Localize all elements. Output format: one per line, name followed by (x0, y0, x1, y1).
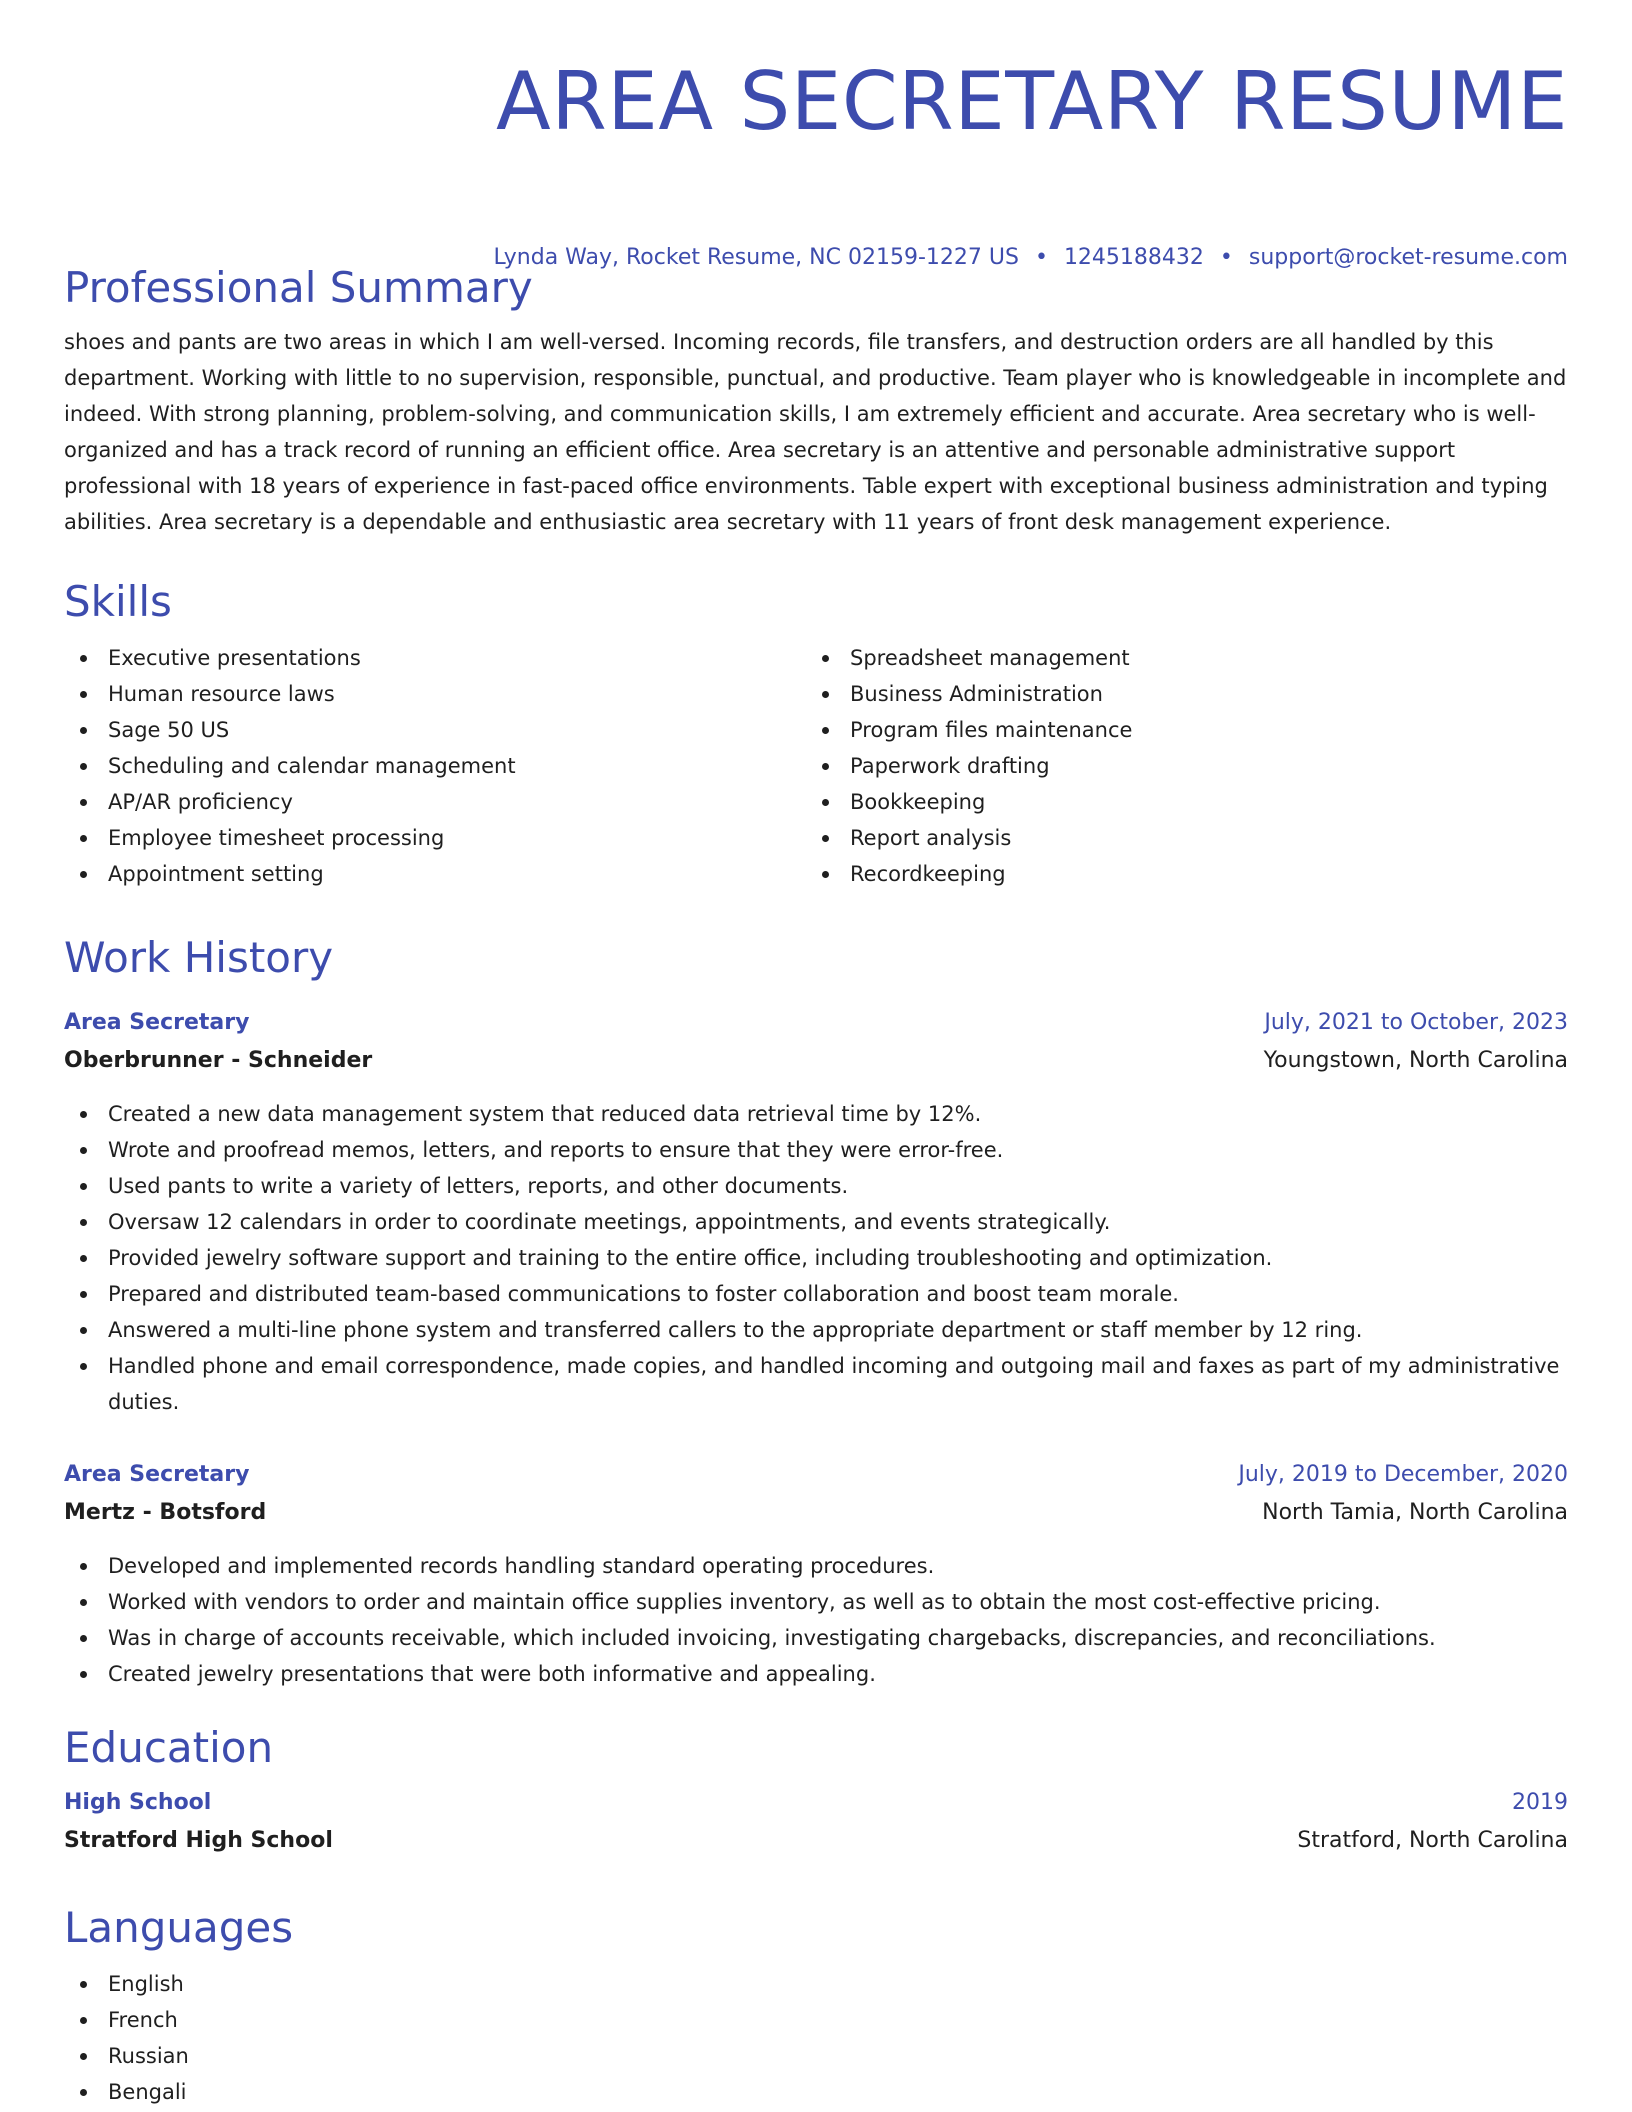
languages-list (64, 1966, 1568, 2110)
job-bullets (64, 1096, 1568, 1420)
job-dates: July, 2021 to October, 2023 (1264, 1010, 1568, 1035)
skills-list-right (806, 640, 1548, 892)
job-bullets (64, 1548, 1568, 1692)
skills-section (64, 576, 1568, 892)
work-heading: Work History (64, 933, 334, 982)
job-dates: July, 2019 to December, 2020 (1238, 1462, 1568, 1487)
job-bullet: Developed and implemented records handling standard operating procedures. (64, 1548, 1568, 1584)
skill-item: Program files maintenance (806, 712, 1548, 748)
job-bullet: Prepared and distributed team-based communications to foster collaboration and boost team morale. (64, 1276, 1568, 1312)
job-subheader (64, 1494, 1568, 1532)
job-bullet: Answered a multi-line phone system and transferred callers to the appropriate department or staff member by 12 ring. (64, 1312, 1568, 1348)
job-bullet: Used pants to write a variety of letters, reports, and other documents. (64, 1168, 1568, 1204)
summary-section (64, 262, 1568, 540)
skill-item: AP/AR proficiency (64, 784, 806, 820)
languages-heading: Languages (64, 1903, 294, 1952)
skills-columns (64, 640, 1568, 892)
job-company: Oberbrunner - Schneider (64, 1048, 373, 1073)
resume-title: AREA SECRETARY RESUME (495, 55, 1568, 148)
skill-item: Sage 50 US (64, 712, 806, 748)
job-entry (64, 1004, 1568, 1420)
job-company: Mertz - Botsford (64, 1500, 267, 1525)
job-header (64, 1456, 1568, 1494)
contact-email: support@rocket-resume.com (1248, 245, 1568, 270)
skill-item: Executive presentations (64, 640, 806, 676)
skill-item: Employee timesheet processing (64, 820, 806, 856)
job-role: Area Secretary (64, 1462, 250, 1487)
job-bullet: Created jewelry presentations that were both informative and appealing. (64, 1656, 1568, 1692)
summary-heading: Professional Summary (64, 263, 533, 312)
skill-item: Paperwork drafting (806, 748, 1548, 784)
contact-separator: • (1219, 245, 1233, 270)
skill-item: Recordkeeping (806, 856, 1548, 892)
skill-item: Appointment setting (64, 856, 806, 892)
language-item: French (64, 2002, 1568, 2038)
skill-item: Bookkeeping (806, 784, 1548, 820)
job-bullet: Was in charge of accounts receivable, which included invoicing, investigating chargebacks, discrepancies, and reconciliations. (64, 1620, 1568, 1656)
contact-phone: 1245188432 (1063, 245, 1204, 270)
job-location: Youngstown, North Carolina (1263, 1048, 1568, 1073)
job-location: North Tamia, North Carolina (1262, 1500, 1568, 1525)
work-section (64, 932, 1568, 984)
education-location: Stratford, North Carolina (1297, 1828, 1568, 1853)
education-header (64, 1784, 1568, 1822)
education-heading: Education (64, 1723, 274, 1772)
skills-heading: Skills (64, 577, 172, 626)
languages-section (64, 1902, 1568, 2110)
job-bullet: Oversaw 12 calendars in order to coordinate meetings, appointments, and events strategically. (64, 1204, 1568, 1240)
job-subheader (64, 1042, 1568, 1080)
job-bullet: Wrote and proofread memos, letters, and reports to ensure that they were error-free. (64, 1132, 1568, 1168)
skill-item: Scheduling and calendar management (64, 748, 806, 784)
job-bullet: Handled phone and email correspondence, made copies, and handled incoming and outgoing mail and faxes as part of my administrative duties. (64, 1348, 1568, 1420)
education-subheader (64, 1822, 1568, 1860)
contact-address: Lynda Way, Rocket Resume, NC 02159-1227 US (493, 245, 1019, 270)
job-bullet: Worked with vendors to order and maintain office supplies inventory, as well as to obtain the most cost-effective pricing. (64, 1584, 1568, 1620)
summary-text: shoes and pants are two areas in which I am well-versed. Incoming records, file transfers, and destruction orders are all handled by this department. Working with little to no supervision, responsible, punctual, and productive. Team player who is knowledgeable in incomplete and indeed. With strong planning, problem-solving, and communication skills, I am extremely efficient and accurate. Area secretary who is well-organized and has a track record of running an efficient office. Area secretary is an attentive and personable administrative support professional with 18 years of experience in fast-paced office environments. Table expert with exceptional business administration and typing abilities. Area secretary is a dependable and enthusiastic area secretary with 11 years of front desk management experience. (64, 330, 1567, 534)
contact-separator: • (1034, 245, 1048, 270)
language-item: English (64, 1966, 1568, 2002)
education-school: Stratford High School (64, 1828, 333, 1853)
job-bullet: Created a new data management system that reduced data retrieval time by 12%. (64, 1096, 1568, 1132)
job-header (64, 1004, 1568, 1042)
skill-item: Spreadsheet management (806, 640, 1548, 676)
skills-list-left (64, 640, 806, 892)
job-bullet: Provided jewelry software support and training to the entire office, including troubleshooting and optimization. (64, 1240, 1568, 1276)
education-section (64, 1722, 1568, 1860)
job-entry (64, 1456, 1568, 1692)
language-item: Bengali (64, 2074, 1568, 2110)
skill-item: Business Administration (806, 676, 1548, 712)
language-item: Russian (64, 2038, 1568, 2074)
skill-item: Human resource laws (64, 676, 806, 712)
education-degree: High School (64, 1790, 212, 1815)
job-role: Area Secretary (64, 1010, 250, 1035)
skill-item: Report analysis (806, 820, 1548, 856)
education-year: 2019 (1512, 1790, 1568, 1815)
